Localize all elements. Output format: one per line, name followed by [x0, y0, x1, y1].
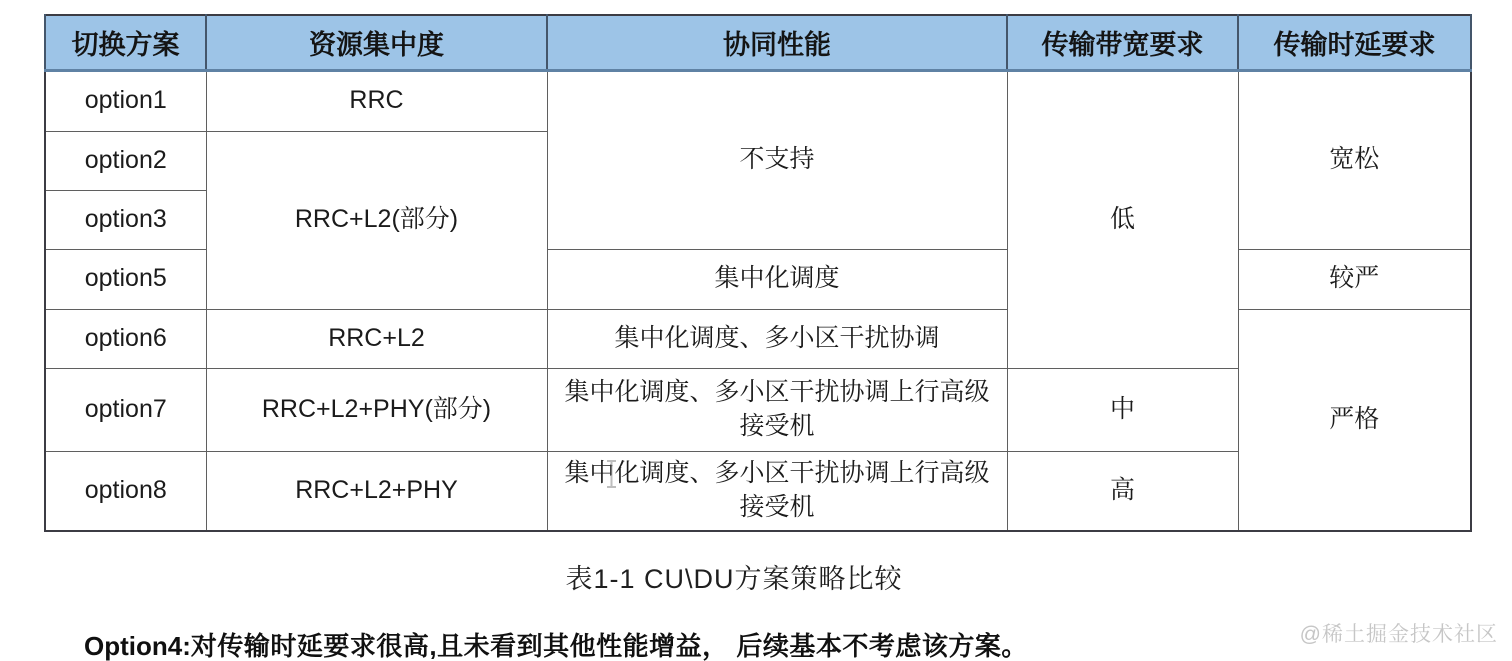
- table-cell: 较严: [1238, 249, 1471, 309]
- comparison-table-container: [44, 14, 1470, 532]
- table-cell: 集中化调度: [547, 249, 1007, 309]
- table-cell: option1: [45, 70, 206, 131]
- table-cell: RRC+L2+PHY: [206, 451, 547, 531]
- table-cell: 严格: [1238, 309, 1471, 531]
- table-row-4: [45, 309, 1471, 368]
- table-row-0: [45, 70, 1471, 131]
- table-cell: RRC+L2+PHY(部分): [206, 368, 547, 451]
- option4-note: [84, 626, 1028, 661]
- column-header-1: 资源集中度: [206, 15, 547, 70]
- table-cell: option3: [45, 190, 206, 249]
- table-cell: RRC+L2: [206, 309, 547, 368]
- table-cell: 集中化调度、多小区干扰协调: [547, 309, 1007, 368]
- table-cell: 不支持: [547, 70, 1007, 249]
- table-cell: 中: [1007, 368, 1238, 451]
- column-header-2: 协同性能: [547, 15, 1007, 70]
- table-header-row: [45, 15, 1471, 70]
- column-header-4: 传输时延要求: [1238, 15, 1471, 70]
- table-cell: option6: [45, 309, 206, 368]
- table-caption: 表1-1 CU\DU方案策略比较: [565, 564, 903, 594]
- table-cell: option2: [45, 131, 206, 190]
- table-cell: 宽松: [1238, 70, 1471, 249]
- table-cell: 低: [1007, 70, 1238, 368]
- column-header-0: 切换方案: [45, 15, 206, 70]
- table-cell: 高: [1007, 451, 1238, 531]
- table-cell: RRC+L2(部分): [206, 131, 547, 309]
- column-header-3: 传输带宽要求: [1007, 15, 1238, 70]
- table-cell: option7: [45, 368, 206, 451]
- table-cell: RRC: [206, 70, 547, 131]
- cu-du-comparison-table: [44, 14, 1472, 532]
- site-watermark: @稀土掘金技术社区: [1299, 623, 1498, 646]
- table-cell: option8: [45, 451, 206, 531]
- option4-note-text: 对传输时延要求很高,且未看到其他性能增益， 后续基本不考虑该方案。: [190, 631, 1028, 661]
- option4-note-label: Option4:: [84, 631, 191, 661]
- table-body: [45, 70, 1471, 531]
- table-cell: option5: [45, 249, 206, 309]
- table-cell: 集中化调度、多小区干扰协调上行高级接受机: [547, 451, 1007, 531]
- table-cell: 集中化调度、多小区干扰协调上行高级接受机: [547, 368, 1007, 451]
